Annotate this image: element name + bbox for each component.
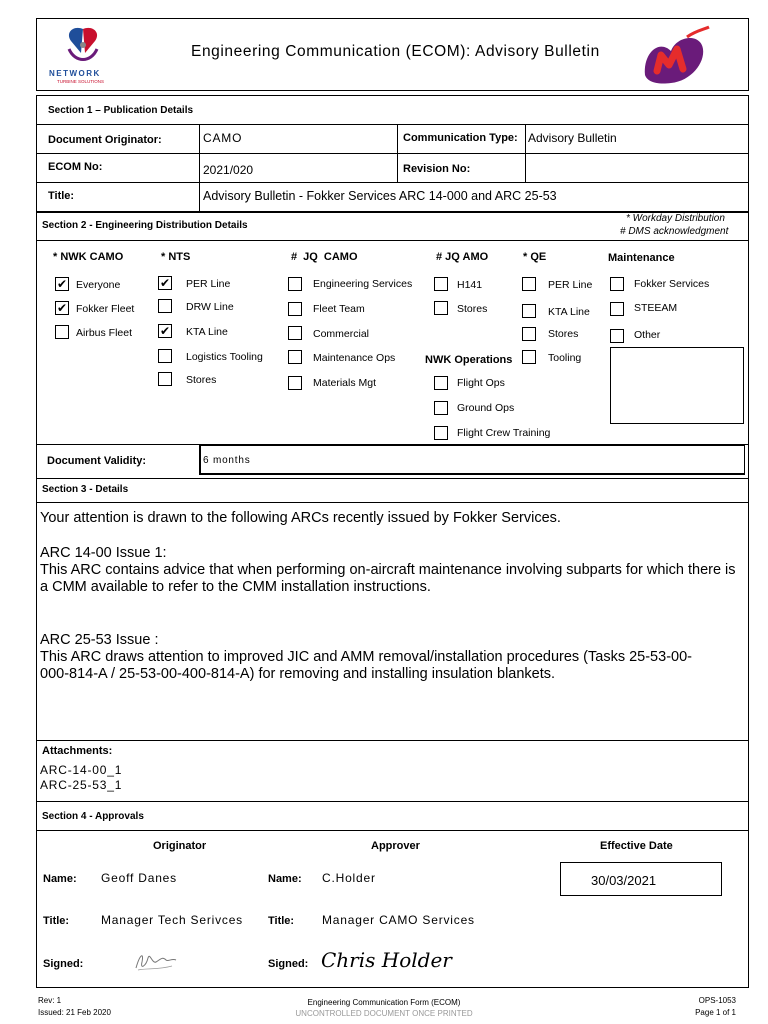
label-nts-per-line: PER Line: [186, 278, 231, 290]
checkbox-jq-engineering-services[interactable]: [288, 277, 302, 291]
checkbox-nts-per-line[interactable]: ✔: [159, 276, 171, 290]
checkbox-qe-stores[interactable]: [522, 327, 536, 341]
arc1-title: ARC 14-00 Issue 1:: [40, 545, 167, 561]
footer-rev: Rev: 1: [38, 996, 62, 1005]
checkbox-jq-materials-mgt[interactable]: [288, 376, 302, 390]
label-ops-flight-ops: Flight Ops: [457, 377, 505, 389]
checkbox-ops-flight-ops[interactable]: [434, 376, 448, 390]
footer-page: Page 1 of 1: [695, 1008, 736, 1017]
logo-text-turbine: TURBINE SOLUTIONS: [57, 79, 105, 84]
label-mx-steeam: STEEAM: [634, 302, 678, 314]
group-title-jq-camo: # JQ CAMO: [291, 251, 358, 263]
checkbox-jq-commercial[interactable]: [288, 326, 302, 340]
checkbox-mx-steeam[interactable]: [610, 302, 624, 316]
label-qe-kta-line: KTA Line: [548, 306, 590, 318]
brand-logo: [637, 25, 713, 87]
comm-type-label: Communication Type:: [403, 132, 518, 144]
revision-label: Revision No:: [403, 163, 471, 175]
checkbox-ops-ground-ops[interactable]: [434, 401, 448, 415]
validity-value: 6 months: [203, 455, 251, 466]
label-jq-amo-h141: H141: [457, 279, 483, 291]
page-title: Engineering Communication (ECOM): Advisory Bulletin: [191, 43, 600, 60]
label-nwk-airbus-fleet: Airbus Fleet: [76, 327, 133, 339]
group-title-qe: * QE: [523, 251, 547, 263]
arc2-title: ARC 25-53 Issue :: [40, 632, 159, 648]
checkbox-nts-drw-line[interactable]: [158, 299, 172, 313]
attachment-item[interactable]: ARC-25-53_1: [40, 778, 123, 792]
originator-label: Document Originator:: [48, 134, 162, 146]
section4-heading: Section 4 - Approvals: [42, 811, 144, 822]
checkbox-nts-stores[interactable]: [158, 372, 172, 386]
checkbox-qe-per-line[interactable]: [522, 277, 536, 291]
label-qe-stores: Stores: [548, 328, 579, 340]
checkbox-nwk-fokker-fleet[interactable]: ✔: [56, 301, 68, 315]
label-jq-engineering-services: Engineering Services: [313, 278, 413, 290]
label-mx-other: Other: [634, 329, 661, 341]
other-text-box[interactable]: [610, 347, 744, 424]
network-logo: [47, 23, 119, 87]
label-ops-ground-ops: Ground Ops: [457, 402, 515, 414]
label-nts-drw-line: DRW Line: [186, 301, 234, 313]
ecom-no-value: 2021/020: [203, 163, 254, 177]
checkbox-mx-other[interactable]: [610, 329, 624, 343]
m-logo-icon: [637, 25, 713, 87]
section1-heading: Section 1 – Publication Details: [48, 105, 194, 116]
label-nts-kta-line: KTA Line: [186, 326, 228, 338]
effective-date: 30/03/2021: [591, 873, 657, 888]
signature-scribble-icon: [132, 948, 178, 974]
checkbox-jq-maintenance-ops[interactable]: [288, 350, 302, 364]
label-jq-maintenance-ops: Maintenance Ops: [313, 352, 396, 364]
footer-form-name: Engineering Communication Form (ECOM): [307, 998, 461, 1007]
col-approver: Approver: [371, 840, 420, 852]
checkbox-nts-logistics-tooling[interactable]: [158, 349, 172, 363]
section2-heading: Section 2 - Engineering Distribution Details: [42, 220, 248, 231]
attachments-label: Attachments:: [42, 745, 113, 757]
checkbox-jq-fleet-team[interactable]: [288, 302, 302, 316]
originator-value: CAMO: [203, 131, 243, 145]
checkbox-nwk-airbus-fleet[interactable]: [55, 325, 69, 339]
label-jq-materials-mgt: Materials Mgt: [313, 377, 377, 389]
label-nts-logistics-tooling: Logistics Tooling: [186, 351, 263, 363]
legend-workday: * Workday Distribution: [626, 213, 725, 224]
group-title-jq-amo: # JQ AMO: [436, 251, 489, 263]
label-nwk-fokker-fleet: Fokker Fleet: [76, 303, 135, 315]
validity-label: Document Validity:: [47, 455, 147, 467]
details-intro: Your attention is drawn to the following ARCs recently issued by Fokker Services.: [40, 510, 561, 526]
checkbox-jq-amo-h141[interactable]: [434, 277, 448, 291]
group-title-nts: * NTS: [161, 251, 191, 263]
originator-title: Manager Tech Serivces: [101, 913, 243, 927]
approver-name: C.Holder: [322, 871, 376, 885]
legend-dms: # DMS acknowledgment: [620, 226, 729, 237]
approver-name-label: Name:: [268, 873, 302, 885]
footer-form-id: OPS-1053: [698, 996, 736, 1005]
title-label: Title:: [48, 190, 75, 202]
attachment-item[interactable]: ARC-14-00_1: [40, 763, 123, 777]
checkbox-mx-fokker-services[interactable]: [610, 277, 624, 291]
logo-text-network: NETWORK: [49, 69, 101, 78]
arc1-body: This ARC contains advice that when performing on-aircraft maintenance involving subparts for which there is a CMM available to refer to the CMM installation instructions.: [40, 562, 736, 595]
section3-heading: Section 3 - Details: [42, 484, 129, 495]
label-jq-amo-stores: Stores: [457, 303, 488, 315]
label-ops-flight-crew-training: Flight Crew Training: [457, 427, 551, 439]
ecom-no-label: ECOM No:: [48, 161, 103, 173]
arc2-body: This ARC draws attention to improved JIC and AMM removal/installation procedures (Tasks 25-53-00-000-814-A / 25-53-00-400-814-A) for removing and installing insulation blankets.: [40, 649, 692, 682]
checkbox-nts-kta-line[interactable]: ✔: [159, 324, 171, 338]
network-logo-icon: [47, 23, 119, 69]
header-box: [36, 18, 749, 91]
originator-signature: [132, 948, 178, 979]
group-title-nwk-camo: * NWK CAMO: [53, 251, 124, 263]
group-title-maintenance: Maintenance: [608, 252, 675, 264]
label-qe-tooling: Tooling: [548, 352, 582, 364]
validity-value-box: [199, 445, 745, 475]
label-nts-stores: Stores: [186, 374, 217, 386]
group-title-nwk-ops: NWK Operations: [425, 354, 513, 366]
approver-signature: Chris Holder: [321, 948, 452, 972]
checkbox-jq-amo-stores[interactable]: [434, 301, 448, 315]
comm-type-value: Advisory Bulletin: [528, 131, 617, 145]
checkbox-nwk-everyone[interactable]: ✔: [56, 277, 68, 291]
checkbox-ops-flight-crew-training[interactable]: [434, 426, 448, 440]
label-qe-per-line: PER Line: [548, 279, 593, 291]
label-jq-fleet-team: Fleet Team: [313, 303, 365, 315]
originator-name-label: Name:: [43, 873, 77, 885]
originator-title-label: Title:: [43, 915, 70, 927]
approver-title: Manager CAMO Services: [322, 913, 475, 927]
label-jq-commercial: Commercial: [313, 328, 370, 340]
footer-uncontrolled: UNCONTROLLED DOCUMENT ONCE PRINTED: [295, 1009, 473, 1018]
label-nwk-everyone: Everyone: [76, 279, 121, 291]
checkbox-qe-tooling[interactable]: [522, 350, 536, 364]
col-effective-date: Effective Date: [600, 840, 673, 852]
footer-issued: Issued: 21 Feb 2020: [38, 1008, 111, 1017]
approver-signed-label: Signed:: [268, 958, 309, 970]
originator-signed-label: Signed:: [43, 958, 84, 970]
originator-name: Geoff Danes: [101, 871, 177, 885]
checkbox-qe-kta-line[interactable]: [522, 304, 536, 318]
label-mx-fokker-services: Fokker Services: [634, 278, 710, 290]
approver-title-label: Title:: [268, 915, 295, 927]
title-value: Advisory Bulletin - Fokker Services ARC 14-000 and ARC 25-53: [203, 189, 557, 203]
col-originator: Originator: [153, 840, 207, 852]
